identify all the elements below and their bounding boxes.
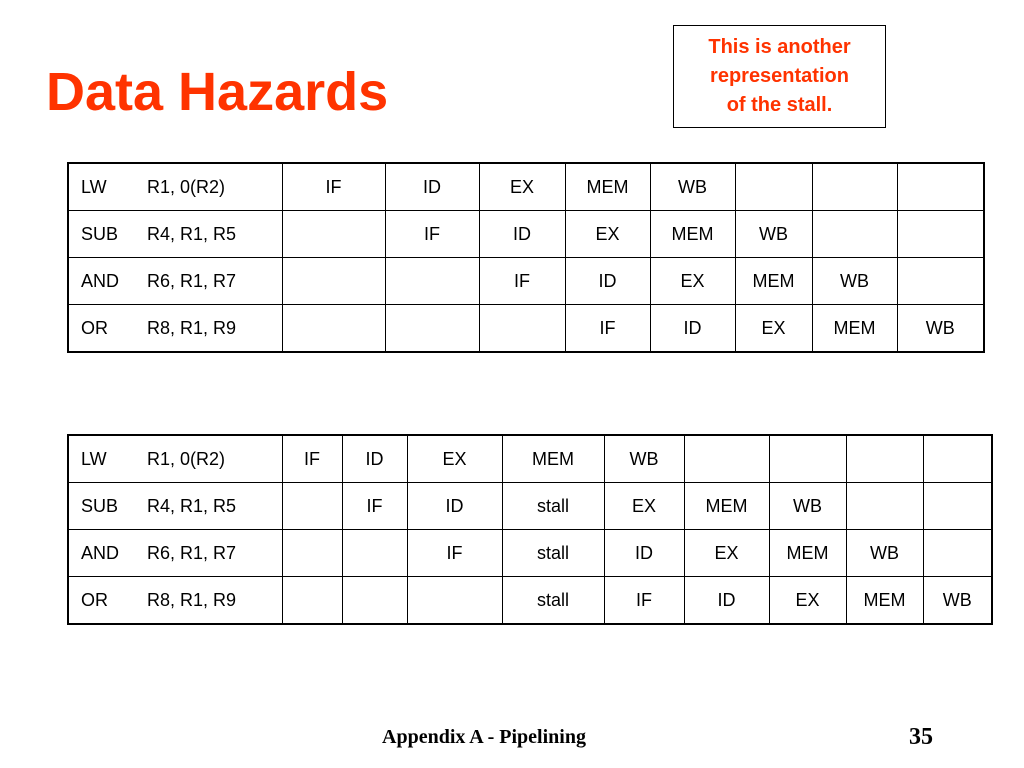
stage-cell: IF [282,435,342,483]
stage-cell [897,258,984,305]
opcode: OR [81,317,108,338]
instruction-cell [68,577,282,625]
table-row [68,530,992,577]
instruction-cell [68,258,282,305]
instruction-cell [68,211,282,258]
stage-cell [282,305,385,353]
stage-cell [282,211,385,258]
stage-cell: ID [684,577,769,625]
opcode: LW [81,176,107,197]
stage-cell: WB [769,483,846,530]
table-row [68,211,984,258]
instruction-cell [68,530,282,577]
stage-cell: MEM [846,577,923,625]
stage-cell: MEM [684,483,769,530]
stage-cell [479,305,565,353]
callout-line: representation [710,65,849,87]
pipeline-table-with-stall [67,434,993,625]
stage-cell [923,530,992,577]
operands: R4, R1, R5 [147,495,237,516]
stage-cell [812,211,897,258]
stage-cell [282,258,385,305]
stage-cell: WB [604,435,684,483]
stage-cell: IF [479,258,565,305]
opcode: LW [81,448,107,469]
stage-cell: MEM [812,305,897,353]
opcode: OR [81,589,108,610]
stage-cell: ID [650,305,735,353]
stage-cell [897,211,984,258]
stage-cell: IF [342,483,407,530]
stage-cell [282,483,342,530]
operands: R4, R1, R5 [147,223,237,244]
stage-cell: IF [604,577,684,625]
instruction-cell [68,435,282,483]
opcode: AND [81,542,120,563]
table-row [68,305,984,353]
operands: R8, R1, R9 [147,317,237,338]
table-row [68,258,984,305]
stage-cell: IF [565,305,650,353]
operands: R8, R1, R9 [147,589,237,610]
table-row [68,163,984,211]
stage-cell: EX [565,211,650,258]
operands: R1, 0(R2) [147,176,226,197]
stage-cell: EX [735,305,812,353]
stage-cell [735,163,812,211]
stage-cell [846,435,923,483]
stage-cell [342,530,407,577]
callout-line: of the stall. [726,94,833,116]
stage-cell: ID [342,435,407,483]
stage-cell [897,163,984,211]
operands: R6, R1, R7 [147,542,237,563]
stage-cell [342,577,407,625]
slide-title: Data Hazards [46,62,389,122]
stage-cell: MEM [565,163,650,211]
instruction-cell [68,483,282,530]
operands: R6, R1, R7 [147,270,237,291]
stage-cell: stall [502,577,604,625]
stage-cell [282,577,342,625]
stage-cell [684,435,769,483]
stage-cell: ID [407,483,502,530]
table-row [68,483,992,530]
stage-cell: WB [897,305,984,353]
opcode: AND [81,270,120,291]
stage-cell [923,483,992,530]
stage-cell: IF [282,163,385,211]
stage-cell: MEM [769,530,846,577]
stage-cell: stall [502,530,604,577]
stage-cell: ID [479,211,565,258]
stage-cell: EX [650,258,735,305]
stage-cell [385,258,479,305]
stage-cell [407,577,502,625]
stage-cell: IF [385,211,479,258]
stage-cell: EX [407,435,502,483]
stage-cell: WB [923,577,992,625]
page-number: 35 [909,724,933,750]
stage-cell: EX [604,483,684,530]
stage-cell: EX [769,577,846,625]
opcode: SUB [81,223,119,244]
instruction-cell [68,305,282,353]
stage-cell [282,530,342,577]
stage-cell: ID [604,530,684,577]
stage-cell [385,305,479,353]
stage-cell [846,483,923,530]
stage-cell: ID [565,258,650,305]
stage-cell: WB [735,211,812,258]
stage-cell: IF [407,530,502,577]
stage-cell: WB [650,163,735,211]
callout-line: This is another [708,36,851,58]
stage-cell: EX [684,530,769,577]
stage-cell: stall [502,483,604,530]
instruction-cell [68,163,282,211]
stall-callout-box [673,25,886,128]
stage-cell: MEM [502,435,604,483]
stage-cell [769,435,846,483]
stage-cell: WB [846,530,923,577]
stage-cell: WB [812,258,897,305]
stage-cell: ID [385,163,479,211]
operands: R1, 0(R2) [147,448,226,469]
table-row [68,577,992,625]
pipeline-table-without-stall [67,162,985,353]
stage-cell: MEM [650,211,735,258]
stage-cell [923,435,992,483]
table-row [68,435,992,483]
stage-cell [812,163,897,211]
opcode: SUB [81,495,119,516]
stage-cell: MEM [735,258,812,305]
footer-text: Appendix A - Pipelining [382,726,586,748]
stage-cell: EX [479,163,565,211]
